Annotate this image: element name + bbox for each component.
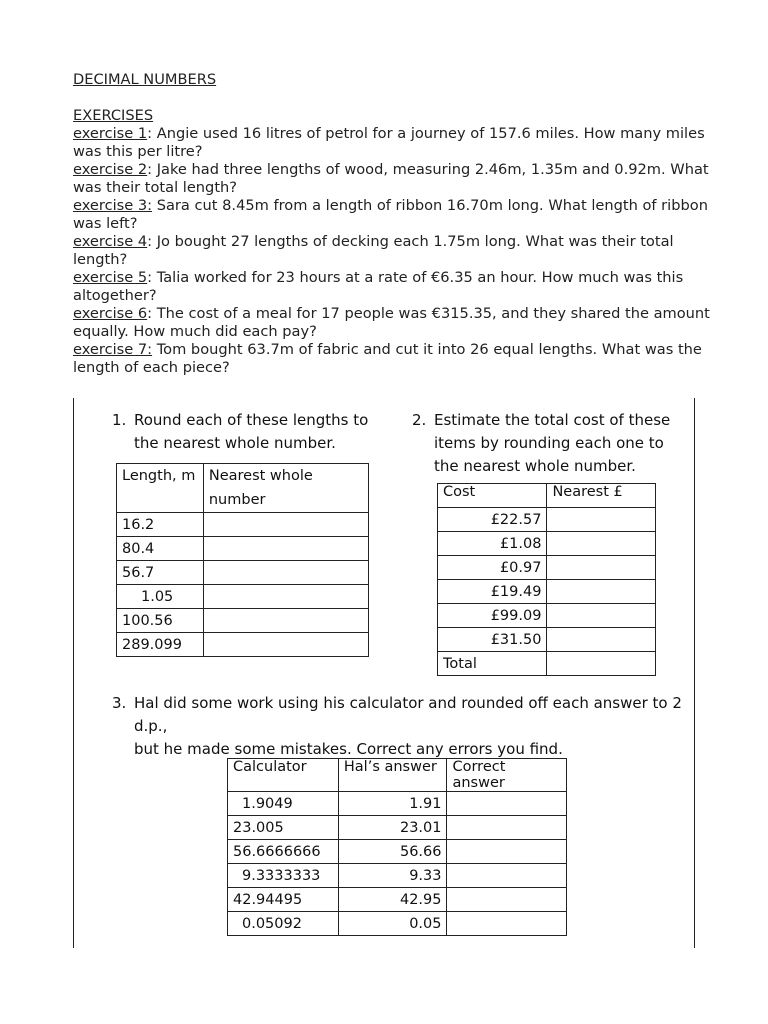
question-number: 1. bbox=[112, 411, 127, 429]
exercise-label: exercise 6 bbox=[73, 305, 148, 322]
length-cell: 289.099 bbox=[117, 633, 204, 657]
column-header: Nearest £ bbox=[547, 484, 656, 508]
length-cell: 80.4 bbox=[117, 537, 204, 561]
cost-cell: £99.09 bbox=[438, 604, 547, 628]
cost-cell: £1.08 bbox=[438, 532, 547, 556]
answer-cell[interactable] bbox=[203, 609, 368, 633]
column-header: Calculator bbox=[228, 759, 339, 792]
exercise-5 bbox=[73, 269, 713, 305]
cost-cell: £22.57 bbox=[438, 508, 547, 532]
answer-cell[interactable] bbox=[547, 628, 656, 652]
total-row bbox=[438, 652, 656, 676]
table-header-row bbox=[438, 484, 656, 508]
table-row bbox=[228, 816, 567, 840]
exercises-text-block bbox=[73, 71, 713, 377]
exercise-sep: : bbox=[147, 125, 153, 142]
exercise-label: exercise 4 bbox=[73, 233, 148, 250]
answer-cell[interactable] bbox=[447, 840, 567, 864]
calculator-cell: 9.3333333 bbox=[228, 864, 339, 888]
table-row bbox=[438, 532, 656, 556]
hal-answer-cell: 23.01 bbox=[338, 816, 447, 840]
length-cell: 56.7 bbox=[117, 561, 204, 585]
answer-cell[interactable] bbox=[547, 556, 656, 580]
length-cell: 100.56 bbox=[117, 609, 204, 633]
exercise-sep: : bbox=[147, 305, 153, 322]
column-header: Correct answer bbox=[447, 759, 567, 792]
worksheet-right-border bbox=[694, 398, 695, 948]
answer-cell[interactable] bbox=[203, 585, 368, 609]
column-header: Cost bbox=[438, 484, 547, 508]
length-cell: 16.2 bbox=[117, 513, 204, 537]
cost-cell: £19.49 bbox=[438, 580, 547, 604]
answer-cell[interactable] bbox=[447, 792, 567, 816]
exercises-heading: EXERCISES bbox=[73, 107, 154, 124]
question-1 bbox=[112, 409, 382, 455]
exercise-text: Jake had three lengths of wood, measuring 2.46m, 1.35m and 0.92m. What was their total length? bbox=[73, 161, 709, 196]
exercise-1 bbox=[73, 125, 713, 161]
exercise-label: exercise 5 bbox=[73, 269, 148, 286]
answer-cell[interactable] bbox=[547, 532, 656, 556]
exercise-sep: : bbox=[147, 161, 153, 178]
table-row bbox=[117, 585, 369, 609]
table-row bbox=[228, 864, 567, 888]
table-row bbox=[438, 628, 656, 652]
question-line: the nearest whole number. bbox=[434, 457, 636, 475]
table-header-row bbox=[117, 464, 369, 513]
answer-cell[interactable] bbox=[203, 513, 368, 537]
exercise-7 bbox=[73, 341, 713, 377]
table-row bbox=[228, 888, 567, 912]
exercise-sep: : bbox=[147, 269, 153, 286]
exercise-text: Sara cut 8.45m from a length of ribbon 16.70m long. What length of ribbon was left? bbox=[73, 197, 708, 232]
exercise-text: Talia worked for 23 hours at a rate of €6.35 an hour. How much was this altogether? bbox=[73, 269, 684, 304]
answer-cell[interactable] bbox=[447, 888, 567, 912]
hal-answer-cell: 42.95 bbox=[338, 888, 447, 912]
exercise-3 bbox=[73, 197, 713, 233]
exercise-label: exercise 2 bbox=[73, 161, 148, 178]
hal-answer-cell: 0.05 bbox=[338, 912, 447, 936]
hal-answer-cell: 9.33 bbox=[338, 864, 447, 888]
table-row bbox=[117, 561, 369, 585]
column-header: Nearest whole number bbox=[203, 464, 368, 513]
table-row bbox=[117, 513, 369, 537]
cost-table bbox=[437, 483, 656, 676]
calculator-cell: 42.94495 bbox=[228, 888, 339, 912]
answer-cell[interactable] bbox=[547, 604, 656, 628]
calculator-table bbox=[227, 758, 567, 936]
exercise-label: exercise 7: bbox=[73, 341, 153, 358]
answer-cell[interactable] bbox=[203, 537, 368, 561]
answer-cell[interactable] bbox=[547, 508, 656, 532]
page-title: DECIMAL NUMBERS bbox=[73, 71, 217, 88]
question-line: items by rounding each one to bbox=[434, 434, 664, 452]
answer-cell[interactable] bbox=[447, 816, 567, 840]
hal-answer-cell: 56.66 bbox=[338, 840, 447, 864]
exercise-sep: : bbox=[147, 233, 153, 250]
exercise-6 bbox=[73, 305, 713, 341]
table-row bbox=[117, 633, 369, 657]
answer-cell[interactable] bbox=[447, 912, 567, 936]
table-row bbox=[228, 912, 567, 936]
hal-answer-cell: 1.91 bbox=[338, 792, 447, 816]
table-header-row bbox=[228, 759, 567, 792]
worksheet-left-border bbox=[73, 398, 74, 948]
column-header: Length, m bbox=[117, 464, 204, 513]
exercise-text: Angie used 16 litres of petrol for a journey of 157.6 miles. How many miles was this per litre? bbox=[73, 125, 705, 160]
table-row bbox=[438, 556, 656, 580]
calculator-cell: 23.005 bbox=[228, 816, 339, 840]
length-cell: 1.05 bbox=[117, 585, 204, 609]
exercise-text: The cost of a meal for 17 people was €315.35, and they shared the amount equally. How much did each pay? bbox=[73, 305, 710, 340]
exercise-text: Jo bought 27 lengths of decking each 1.75m long. What was their total length? bbox=[73, 233, 674, 268]
question-line: Estimate the total cost of these bbox=[434, 411, 671, 429]
question-number: 3. bbox=[112, 694, 127, 712]
exercise-label: exercise 3: bbox=[73, 197, 153, 214]
exercise-text: Tom bought 63.7m of fabric and cut it into 26 equal lengths. What was the length of each piece? bbox=[73, 341, 702, 376]
spacer bbox=[73, 89, 713, 107]
answer-cell[interactable] bbox=[447, 864, 567, 888]
calculator-cell: 0.05092 bbox=[228, 912, 339, 936]
total-answer-cell[interactable] bbox=[547, 652, 656, 676]
exercise-4 bbox=[73, 233, 713, 269]
calculator-cell: 1.9049 bbox=[228, 792, 339, 816]
rounding-table bbox=[116, 463, 369, 657]
answer-cell[interactable] bbox=[203, 561, 368, 585]
answer-cell[interactable] bbox=[203, 633, 368, 657]
calculator-cell: 56.6666666 bbox=[228, 840, 339, 864]
question-2 bbox=[412, 409, 687, 478]
table-row bbox=[438, 580, 656, 604]
question-3 bbox=[112, 692, 692, 761]
question-line: the nearest whole number. bbox=[134, 434, 336, 452]
question-line: Round each of these lengths to bbox=[134, 411, 369, 429]
table-row bbox=[117, 537, 369, 561]
column-header: Hal’s answer bbox=[338, 759, 447, 792]
exercise-label: exercise 1 bbox=[73, 125, 148, 142]
table-row bbox=[228, 840, 567, 864]
table-row bbox=[228, 792, 567, 816]
total-label: Total bbox=[438, 652, 547, 676]
table-row bbox=[117, 609, 369, 633]
table-row bbox=[438, 604, 656, 628]
cost-cell: £0.97 bbox=[438, 556, 547, 580]
cost-cell: £31.50 bbox=[438, 628, 547, 652]
answer-cell[interactable] bbox=[547, 580, 656, 604]
question-line: but he made some mistakes. Correct any errors you find. bbox=[134, 740, 563, 758]
question-line: Hal did some work using his calculator and rounded off each answer to 2 d.p., bbox=[134, 694, 682, 735]
table-row bbox=[438, 508, 656, 532]
question-number: 2. bbox=[412, 411, 427, 429]
exercise-2 bbox=[73, 161, 713, 197]
